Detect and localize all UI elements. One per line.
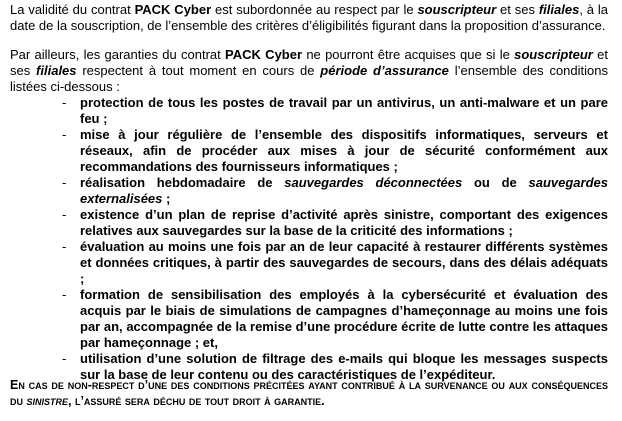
text-segment: En cas de non-respect d’une des conditions précitées ayant contribué à la survenance ou aux conséquences du (10, 378, 608, 408)
condition-text: ; (162, 191, 171, 206)
conditions-intro-paragraph (10, 47, 608, 95)
condition-item-recovery-plan (62, 207, 608, 239)
text-segment: La validité du contrat (10, 2, 135, 17)
text-segment: , l’assuré sera déchu de tout droit à garantie. (68, 394, 325, 408)
condition-text: utilisation d’une solution de filtrage des e-mails qui bloque les messages suspects sur la base de leur contenu ou des caractéristiques de l’expéditeur. (80, 351, 608, 382)
bullet-dash: - (62, 207, 67, 222)
defined-term: sinistre (26, 394, 68, 408)
text-segment: et ses (10, 47, 608, 78)
bullet-dash: - (62, 175, 67, 190)
condition-item-backups (62, 175, 608, 207)
defined-term: souscripteur (417, 2, 497, 17)
defined-term: sauvegardes externalisées (80, 175, 608, 206)
text-segment: l’ensemble des conditions listées ci-dessous : (10, 63, 608, 94)
product-name: PACK Cyber (225, 47, 303, 62)
bullet-dash: - (62, 239, 67, 254)
condition-text: réalisation hebdomadaire de (80, 175, 285, 190)
defined-term: filiales (36, 63, 77, 78)
bullet-dash: - (62, 351, 67, 366)
condition-text: existence d’un plan de reprise d’activité après sinistre, comportant des exigences relatives aux sauvegardes sur la base de la criticité des informations ; (80, 207, 608, 238)
condition-item-restore-test (62, 239, 608, 287)
condition-item-training (62, 287, 608, 351)
bullet-dash: - (62, 127, 67, 142)
condition-item-updates (62, 127, 608, 175)
text-segment: et ses (496, 2, 539, 17)
defined-term: sauvegardes déconnectées (284, 175, 463, 190)
defined-term: filiales (538, 2, 580, 17)
bullet-dash: - (62, 95, 67, 110)
product-name: PACK Cyber (134, 2, 212, 17)
forfeiture-warning (10, 377, 608, 409)
condition-text: protection de tous les postes de travail par un antivirus, un anti-malware et un pare feu ; (80, 95, 608, 126)
bullet-dash: - (62, 287, 67, 302)
text-segment: est subordonnée au respect par le (211, 2, 418, 17)
text-segment: respectent à tout moment en cours de (76, 63, 321, 78)
condition-text: ou de (462, 175, 529, 190)
text-segment: , à la date de la souscription, de l’ensemble des critères d’éligibilités figurant dans la proposition d’assurance. (10, 2, 608, 33)
text-segment: Par ailleurs, les garanties du contrat (10, 47, 226, 62)
eligibility-paragraph (10, 2, 608, 34)
defined-term: période d’assurance (320, 63, 449, 78)
condition-text: mise à jour régulière de l’ensemble des dispositifs informatiques, serveurs et réseaux, afin de procéder aux mises à jour de sécurité conformément aux recommandations des fournisseurs informatiques ; (80, 127, 608, 174)
condition-text: évaluation au moins une fois par an de leur capacité à restaurer différents systèmes et données critiques, à partir des sauvegardes de secours, dans des délais adéquats ; (80, 239, 608, 286)
text-segment: ne pourront être acquises que si le (302, 47, 515, 62)
condition-item-antivirus (62, 95, 608, 127)
condition-text: formation de sensibilisation des employés à la cybersécurité et évaluation des acquis par le biais de simulations de campagnes d’hameçonnage au moins une fois par an, accompagnée de la remise d’une procédure écrite de lutte contre les attaques par hameçonnage ; et, (80, 287, 608, 350)
defined-term: souscripteur (514, 47, 593, 62)
conditions-list (10, 95, 608, 383)
